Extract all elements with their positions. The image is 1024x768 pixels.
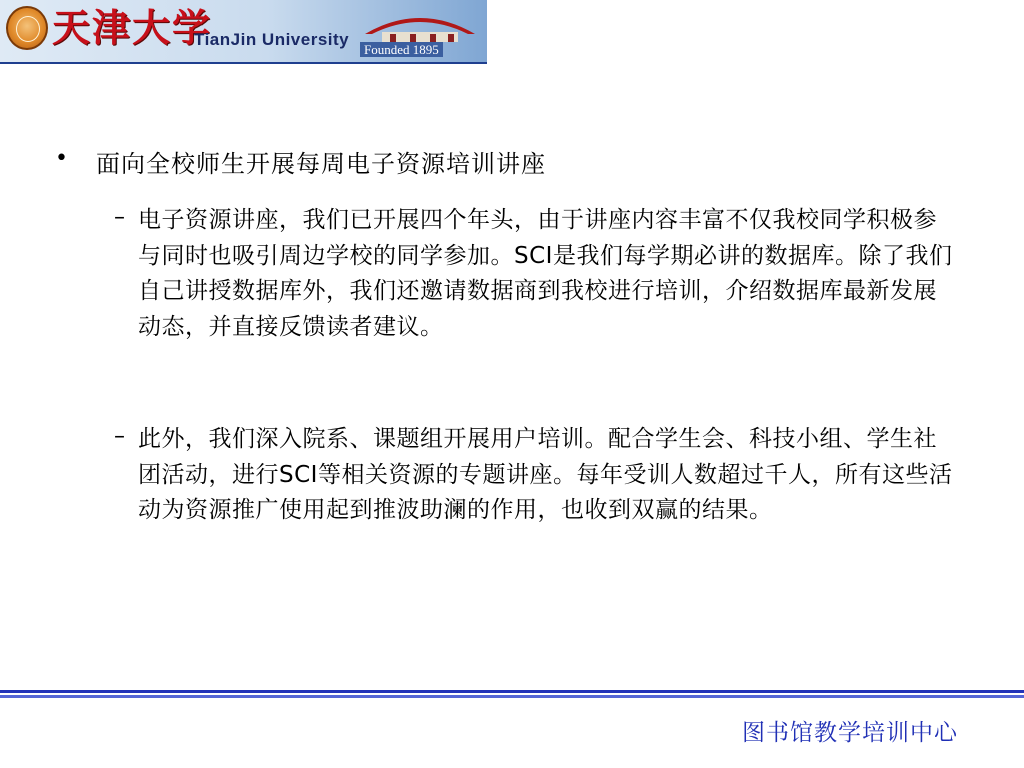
university-calligraphy: 天津大学 [52,5,213,50]
founded-label: Founded 1895 [360,42,443,57]
dash-marker: – [114,205,125,230]
paragraph-lectures: 电子资源讲座，我们已开展四个年头，由于讲座内容丰富不仅我校同学积极参与同时也吸引周边学校的同学参加。SCI是我们每学期必讲的数据库。除了我们自己讲授数据库外，我们还邀请数据商到我校进行培训，介绍数据库最新发展动态，并直接反馈读者建议。 [138,207,953,340]
dash-marker: – [114,424,125,449]
footer-divider [0,690,1024,702]
university-name: TianJin University [194,30,350,49]
slide-heading: 面向全校师生开展每周电子资源培训讲座 [96,150,546,178]
footer-label: 图书馆教学培训中心 [742,720,958,746]
paragraph-department-training: 此外，我们深入院系、课题组开展用户培训。配合学生会、科技小组、学生社团活动，进行SCI等相关资源的专题讲座。每年受训人数超过千人，所有这些活动为资源推广使用起到推波助澜的作用，也收到双赢的结果。 [138,426,953,523]
bullet-marker: • [55,146,68,171]
